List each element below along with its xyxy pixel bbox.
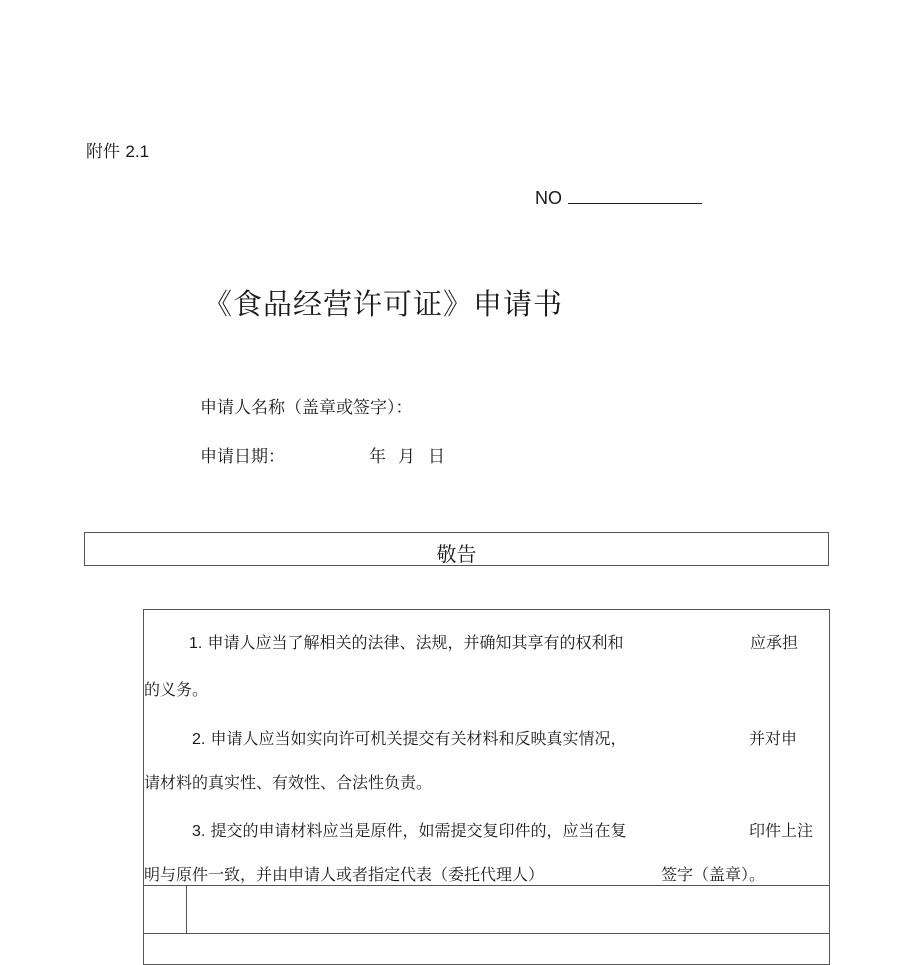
notice-item-2-line2: 请材料的真实性、有效性、合法性负责。 [144,773,433,792]
no-label: NO [535,188,562,208]
notice-item-3-line1 [192,818,626,841]
notice-terms-box [143,609,830,886]
notice-item-3-line2-a: 明与原件一致，并由申请人或者指定代表（委托代理人） [144,865,545,884]
document-number-field [535,187,702,209]
document-title: 《食品经营许可证》申请书 [203,287,564,321]
notice-item-1-number: 1. [189,635,203,652]
notice-item-3-number: 3. [192,823,206,840]
notice-item-1-line1 [189,630,623,653]
notice-item-1-text-b: 应承担 [750,633,799,652]
no-blank-line [568,187,702,204]
table-cell-divider [186,886,187,933]
notice-item-3-text-b: 印件上注 [749,821,814,840]
attachment-prefix: 附件 [86,142,120,162]
notice-title: 敬告 [436,542,477,566]
date-year-label: 年 [369,447,386,467]
apply-date-label: 申请日期： [200,447,285,467]
notice-item-3-text-a: 提交的申请材料应当是原件，如需提交复印件的，应当在复 [210,821,627,840]
form-table-row [143,933,830,965]
notice-item-1-line2: 的义务。 [144,680,209,699]
notice-header-box [84,532,829,566]
date-month-label: 月 [398,447,415,467]
notice-item-2-text-b: 并对申 [749,729,798,748]
form-table-row [143,885,830,934]
notice-item-2-text-a: 申请人应当如实向许可机关提交有关材料和反映真实情况， [210,729,627,748]
attachment-number: 2.1 [125,142,150,161]
notice-item-1-text-a: 申请人应当了解相关的法律、法规，并确知其享有的权利和 [207,633,624,652]
applicant-name-label: 申请人名称（盖章或签字）： [200,398,413,418]
attachment-label [86,137,149,162]
notice-item-2-line1 [192,726,626,749]
notice-item-3-line2-b: 签字（盖章）。 [661,865,766,884]
date-day-label: 日 [428,447,445,467]
notice-item-2-number: 2. [192,731,206,748]
